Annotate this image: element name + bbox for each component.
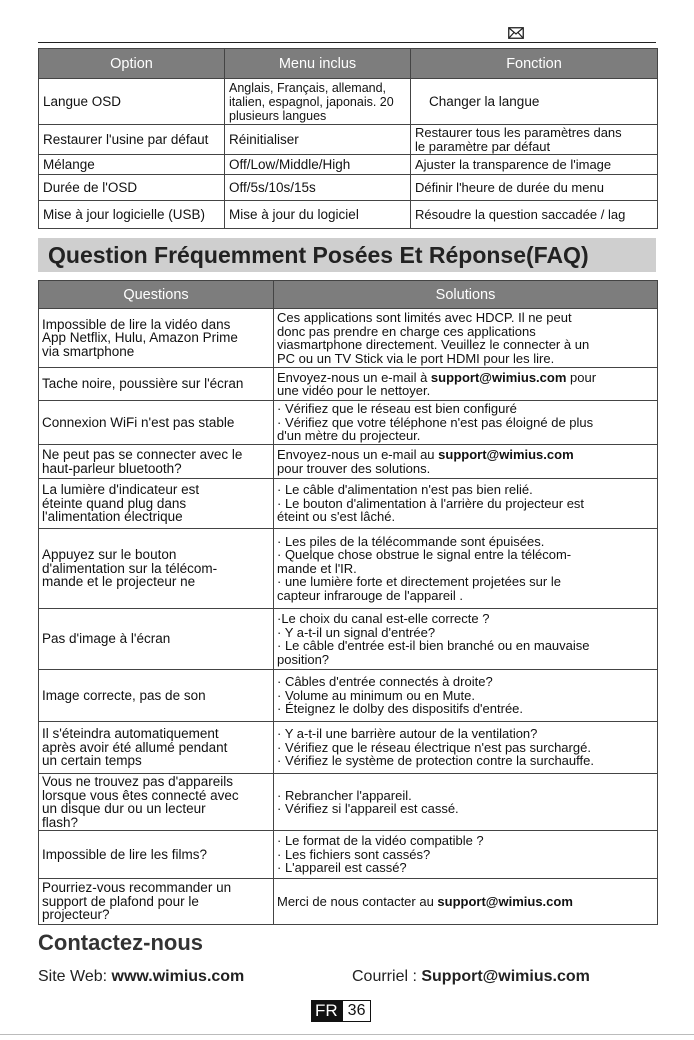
email-label: Courriel :	[352, 968, 422, 985]
function-cell	[411, 201, 658, 229]
solution-text: · Quelque chose obstrue le signal entre la télécom-	[277, 547, 572, 563]
solution-line	[277, 575, 654, 589]
solution-line	[277, 689, 654, 703]
faq-row	[39, 879, 658, 925]
solution-line	[277, 834, 654, 848]
solution-text: Envoyez-nous un e-mail à	[277, 369, 431, 385]
question-cell	[39, 609, 274, 670]
solution-line	[277, 789, 654, 803]
cell-line: Résoudre la question saccadée / lag	[415, 206, 626, 222]
option-row	[39, 201, 658, 229]
solution-cell	[274, 479, 658, 529]
solution-text: · Le câble d'entrée est-il bien branché ou en mauvaise	[277, 638, 590, 653]
solution-line	[277, 741, 654, 755]
email-link[interactable]: Support@wimius.com	[421, 968, 590, 985]
page-number: 36	[342, 1000, 372, 1022]
solution-text: · Le format de la vidéo compatible ?	[277, 833, 484, 849]
solution-text: · Les piles de la télécommande sont épuisées.	[277, 533, 545, 549]
solution-text: pour trouver des solutions.	[277, 460, 431, 476]
solution-text: · L'appareil est cassé?	[277, 860, 407, 876]
cell-line: italien, espagnol, japonais. 20	[229, 94, 394, 109]
column-header-function: Fonction	[411, 49, 658, 79]
cell-line: le paramètre par défaut	[415, 138, 551, 154]
solution-line	[277, 754, 654, 768]
menu-cell	[225, 155, 411, 175]
solution-text: · Vérifiez que le réseau électrique n'est pas surchargé.	[277, 739, 591, 755]
solution-cell	[274, 722, 658, 774]
faq-table	[38, 280, 658, 925]
solution-line	[277, 861, 654, 875]
solution-line	[277, 612, 654, 626]
solution-text: · Vérifiez que votre téléphone n'est pas éloigné de plus	[277, 414, 594, 430]
solution-text: · Les fichiers sont cassés?	[277, 846, 431, 862]
question-cell	[39, 879, 274, 925]
solution-line	[277, 639, 654, 653]
option-row	[39, 125, 658, 155]
solution-line	[277, 848, 654, 862]
solution-text: ·Le choix du canal est-elle correcte ?	[277, 611, 490, 626]
cell-line: Off/5s/10s/15s	[229, 179, 316, 195]
cell-line: un disque dur ou un lecteur	[42, 801, 206, 816]
faq-row	[39, 445, 658, 479]
solution-line	[277, 462, 654, 476]
solution-cell	[274, 401, 658, 445]
website-link[interactable]: www.wimius.com	[111, 968, 245, 985]
solution-text: · Vérifiez le système de protection contre la surchauffe.	[277, 753, 594, 769]
solution-line	[277, 548, 654, 562]
cell-line: plusieurs langues	[229, 108, 327, 123]
option-row	[39, 175, 658, 201]
solution-line	[277, 727, 654, 741]
solution-line	[277, 626, 654, 640]
solution-text: PC ou un TV Stick via le port HDMI pour les lire.	[277, 350, 555, 366]
solution-text: · Câbles d'entrée connectés à droite?	[277, 674, 493, 690]
solution-text: pour	[566, 369, 597, 385]
solution-cell	[274, 609, 658, 670]
function-cell	[411, 155, 658, 175]
menu-cell	[225, 79, 411, 125]
solution-text: d'un mètre du projecteur.	[277, 428, 421, 444]
cell-line: Pas d'image à l'écran	[42, 631, 171, 647]
solution-line	[277, 352, 654, 366]
solution-text: Envoyez-nous un e-mail au	[277, 447, 439, 462]
contact-title: Contactez-nous	[38, 930, 203, 955]
solution-line	[277, 325, 654, 339]
cell-line: éteinte quand plug dans	[42, 495, 187, 511]
cell-line: via smartphone	[42, 343, 135, 359]
solution-text: · Le câble d'alimentation n'est pas bien relié.	[277, 482, 533, 498]
solution-text: viasmartphone directement. Veuillez le connecter à un	[277, 337, 590, 352]
function-cell	[411, 175, 658, 201]
cell-line: Vous ne trouvez pas d'appareils	[42, 774, 233, 789]
solution-text: · Éteignez le dolby des dispositifs d'entrée.	[277, 701, 524, 717]
cell-line: Réinitialiser	[229, 131, 299, 147]
menu-cell	[225, 125, 411, 155]
solution-line	[277, 802, 654, 816]
cell-line: Impossible de lire la vidéo dans	[42, 316, 231, 332]
cell-line: lorsque vous êtes connecté avec	[42, 787, 239, 803]
solution-text: · Y a-t-il une barrière autour de la ventilation?	[277, 726, 538, 742]
support-email-link[interactable]: support@wimius.com	[437, 893, 573, 909]
solution-line	[277, 675, 654, 689]
solution-cell	[274, 529, 658, 609]
solution-text: donc pas prendre en charge ces applications	[277, 323, 536, 339]
cell-line: Image correcte, pas de son	[42, 687, 206, 703]
solution-text: · Le bouton d'alimentation à l'arrière du projecteur est	[277, 495, 585, 511]
solution-cell	[274, 368, 658, 401]
solution-line	[277, 510, 654, 524]
cell-line: Pourriez-vous recommander un	[42, 880, 232, 896]
function-cell	[411, 79, 658, 125]
support-email-link[interactable]: support@wimius.com	[430, 369, 567, 385]
question-cell	[39, 722, 274, 774]
solution-text: · Vérifiez si l'appareil est cassé.	[277, 801, 459, 816]
faq-row	[39, 609, 658, 670]
cell-line: haut-parleur bluetooth?	[42, 460, 182, 476]
faq-row	[39, 368, 658, 401]
cell-line: projecteur?	[42, 907, 110, 923]
solution-line	[277, 384, 654, 398]
cell-line: d'alimentation sur la télécom-	[42, 560, 218, 576]
cell-line: l'alimentation électrique	[42, 509, 183, 525]
question-cell	[39, 774, 274, 831]
option-cell: Restaurer l'usine par défaut	[39, 125, 225, 155]
question-cell	[39, 529, 274, 609]
solution-cell	[274, 309, 658, 368]
solution-cell	[274, 670, 658, 722]
cell-line: un certain temps	[42, 753, 142, 769]
faq-row	[39, 309, 658, 368]
solution-text: une vidéo pour le nettoyer.	[277, 383, 431, 398]
cell-line: App Netflix, Hulu, Amazon Prime	[42, 330, 238, 346]
option-row	[39, 155, 658, 175]
faq-row	[39, 670, 658, 722]
envelope-icon	[508, 27, 524, 39]
solution-line	[277, 429, 654, 443]
faq-row	[39, 529, 658, 609]
cell-line: après avoir été allumé pendant	[42, 739, 228, 755]
header-rule	[38, 42, 656, 43]
website-line	[38, 968, 244, 986]
solution-cell	[274, 445, 658, 479]
solution-cell	[274, 879, 658, 925]
cell-line: Ne peut pas se connecter avec le	[42, 447, 243, 462]
question-cell	[39, 479, 274, 529]
cell-line: mande et le projecteur ne	[42, 574, 196, 590]
solution-text: Merci de nous contacter au	[277, 893, 438, 909]
faq-table-header	[39, 281, 658, 309]
cell-line: Ajuster la transparence de l'image	[415, 156, 612, 172]
question-cell	[39, 309, 274, 368]
solution-line	[277, 653, 654, 667]
solution-line	[277, 402, 654, 416]
footer-rule	[0, 1034, 694, 1035]
cell-line: Tache noire, poussière sur l'écran	[42, 376, 244, 392]
option-cell: Mise à jour logicielle (USB)	[39, 201, 225, 229]
cell-line: Il s'éteindra automatiquement	[42, 726, 219, 742]
website-label: Site Web:	[38, 968, 112, 985]
option-row	[39, 79, 658, 125]
cell-line: Définir l'heure de durée du menu	[415, 179, 604, 195]
solution-text: · Vérifiez que le réseau est bien configuré	[277, 401, 517, 417]
solution-line	[277, 483, 654, 497]
cell-line: flash?	[42, 814, 79, 830]
solution-text: position?	[277, 651, 330, 667]
solution-line	[277, 448, 654, 462]
column-header-questions: Questions	[39, 281, 274, 309]
cell-line: Mise à jour du logiciel	[229, 206, 359, 222]
solution-line	[277, 702, 654, 716]
solution-line	[277, 497, 654, 511]
question-cell	[39, 368, 274, 401]
menu-cell	[225, 201, 411, 229]
language-code: FR	[311, 1000, 342, 1022]
function-cell	[411, 125, 658, 155]
cell-line: Impossible de lire les films?	[42, 846, 208, 862]
option-cell: Mélange	[39, 155, 225, 175]
solution-line	[277, 371, 654, 385]
solution-text: · Y a-t-il un signal d'entrée?	[277, 624, 436, 640]
cell-line: support de plafond pour le	[42, 893, 199, 909]
faq-row	[39, 722, 658, 774]
cell-line: Anglais, Français, allemand,	[229, 80, 387, 95]
solution-text: · Rebrancher l'appareil.	[277, 787, 412, 803]
question-cell	[39, 670, 274, 722]
column-header-option: Option	[39, 49, 225, 79]
cell-line: Connexion WiFi n'est pas stable	[42, 414, 235, 430]
faq-row	[39, 479, 658, 529]
column-header-solutions: Solutions	[274, 281, 658, 309]
cell-line: Appuyez sur le bouton	[42, 547, 177, 563]
email-line	[352, 968, 590, 986]
solution-line	[277, 895, 654, 909]
solution-line	[277, 311, 654, 325]
support-email-link[interactable]: support@wimius.com	[438, 447, 574, 462]
cell-line: Off/Low/Middle/High	[229, 156, 351, 172]
solution-text: mande et l'IR.	[277, 560, 357, 576]
faq-row	[39, 831, 658, 879]
faq-row	[39, 401, 658, 445]
solution-text: · une lumière forte et directement projetées sur le	[277, 574, 561, 590]
solution-cell	[274, 831, 658, 879]
solution-cell	[274, 774, 658, 831]
solution-line	[277, 416, 654, 430]
cell-line: La lumière d'indicateur est	[42, 482, 200, 498]
menu-cell	[225, 175, 411, 201]
solution-line	[277, 535, 654, 549]
question-cell	[39, 831, 274, 879]
cell-line: Restaurer tous les paramètres dans	[415, 124, 622, 140]
solution-line	[277, 589, 654, 603]
column-header-menu: Menu inclus	[225, 49, 411, 79]
solution-text: Ces applications sont limités avec HDCP. Il ne peut	[277, 310, 572, 325]
solution-text: éteint ou s'est lâché.	[277, 509, 396, 525]
solution-line	[277, 338, 654, 352]
option-table	[38, 48, 658, 229]
solution-text: capteur infrarouge de l'appareil .	[277, 587, 464, 603]
option-cell: Durée de l'OSD	[39, 175, 225, 201]
faq-row	[39, 774, 658, 831]
question-cell	[39, 401, 274, 445]
question-cell	[39, 445, 274, 479]
option-cell: Langue OSD	[39, 79, 225, 125]
cell-line: Changer la langue	[429, 93, 540, 109]
faq-title: Question Fréquemment Posées Et Réponse(FAQ)	[38, 238, 656, 272]
option-table-header	[39, 49, 658, 79]
solution-line	[277, 562, 654, 576]
page-badge	[311, 1000, 371, 1022]
solution-text: · Volume au minimum ou en Mute.	[277, 687, 475, 703]
